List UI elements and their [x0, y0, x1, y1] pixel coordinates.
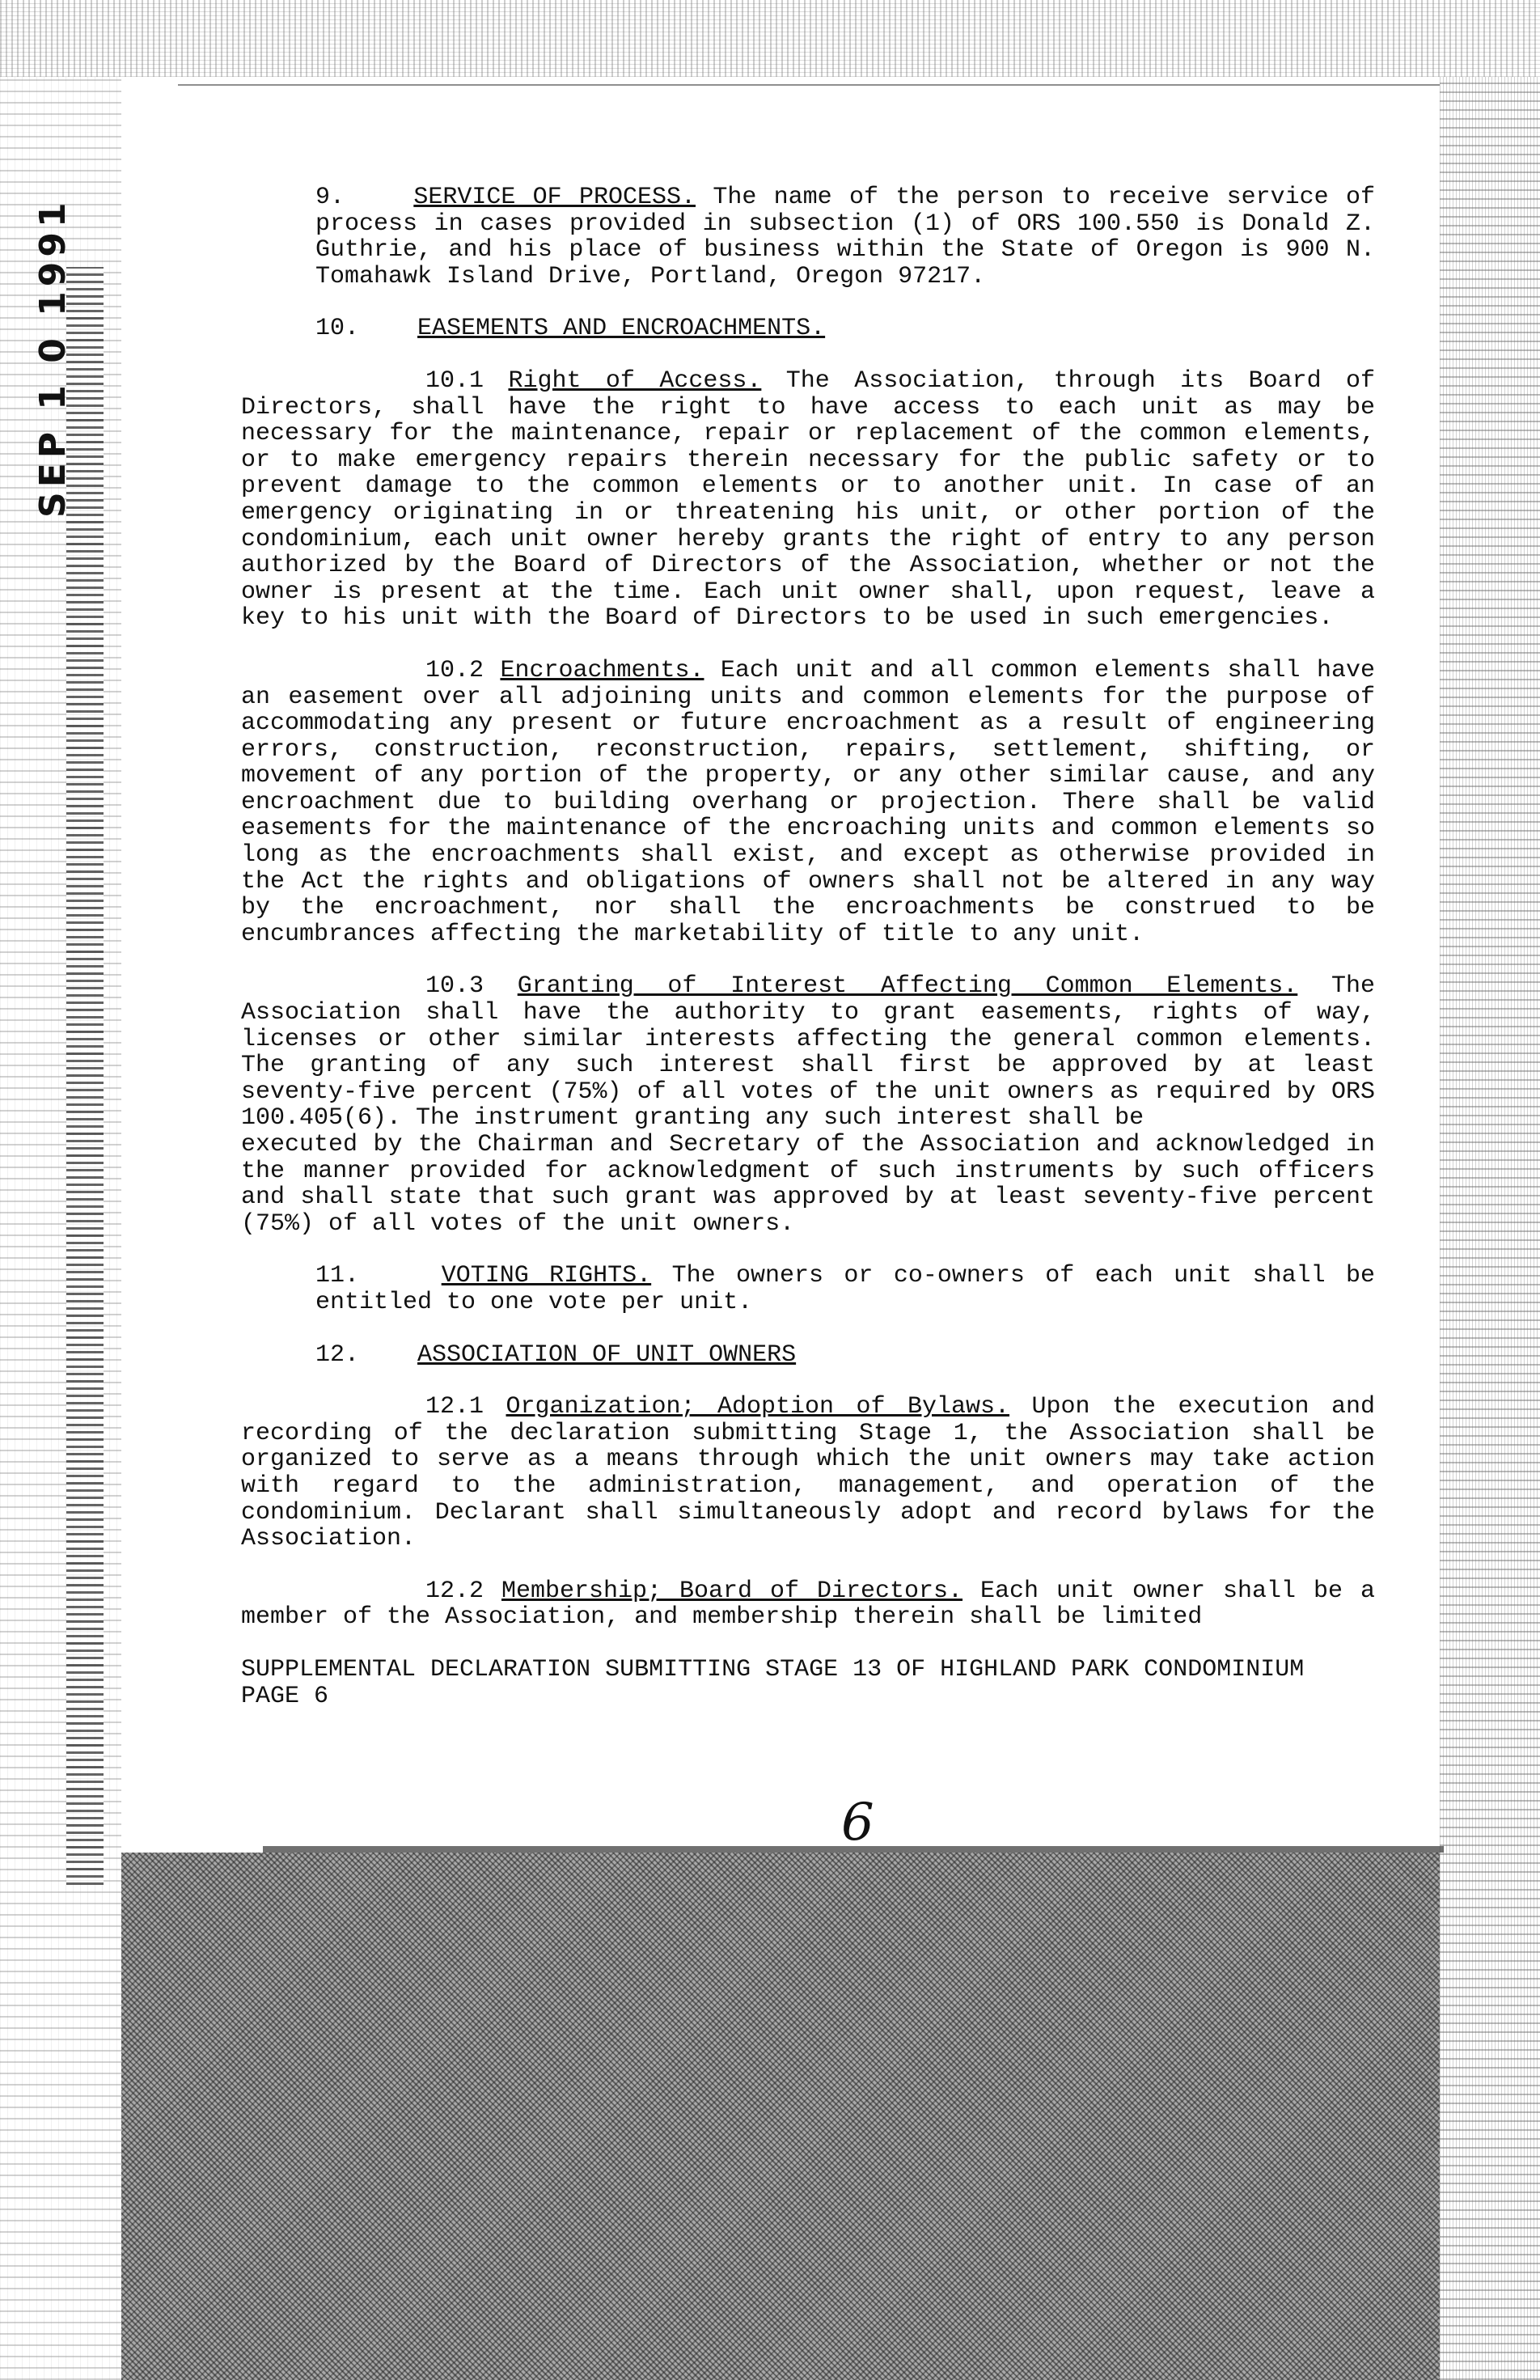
section-12-2-title: Membership; Board of Directors.	[501, 1577, 963, 1605]
section-10-title: EASEMENTS AND ENCROACHMENTS.	[417, 315, 826, 343]
spacer	[241, 1552, 1375, 1578]
section-10-2-number: 10.2	[425, 656, 501, 684]
section-10-1-text: The Association, through its Board of Directors, shall have the right to have access to each unit as may be necessary for the maintenance, repair or replacement of the common elements, or to make emergency repairs therein necessary for the public safety or to prevent damage to the common elements or to another unit. In case of an emergency originating in or threatening his unit, or other portion of the condominium, each unit owner hereby grants the right of entry to any person authorized by the Board of Directors of the Association, whether or not the owner is present at the time. Each unit owner shall, upon request, leave a key to his unit with the Board of Directors to be used in such emergencies.	[241, 366, 1390, 633]
handwritten-page-number: 6	[841, 1793, 874, 1853]
section-9-number: 9.	[315, 184, 345, 211]
section-10-1-number: 10.1	[425, 366, 509, 395]
section-12-2-number: 12.2	[425, 1577, 501, 1605]
section-12-1	[241, 1393, 1390, 1553]
section-10-3-text: The Association shall have the authority to grant easements, rights of way, licenses or other similar interests affecting the general common elements. The granting of any such interest shall first be approved by at least seventy-five percent (75%) of all votes of the unit owners as required by ORS 100.405(6). The instrument granting any such interest shall be	[241, 972, 1390, 1133]
scan-noise-top	[0, 0, 1540, 77]
spacer	[241, 632, 1375, 658]
section-12-number: 12.	[315, 1340, 360, 1369]
spacer	[241, 1368, 1375, 1394]
section-10-1	[241, 366, 1390, 633]
section-10-2-text: Each unit and all common elements shall have an easement over all adjoining units and common elements for the purpose of accommodating any present or future encroachment as a result of engineering errors, construction, reconstruction, repairs, settlement, shifting, or movement of any portion of the property, or any other similar cause, and any encroachment due to building overhang or projection. There shall be valid easements for the maintenance of the encroaching units and common elements so long as the encroachments shall exist, and except as otherwise provided in the Act the rights and obligations of owners shall not be altered in any way by the encroachment, nor shall the encroachments be construed to be encumbrances affecting the marketability of title to any unit.	[241, 656, 1390, 948]
spacer	[241, 1316, 1375, 1342]
section-10-3-number: 10.3	[425, 972, 518, 1001]
section-11-text: The owners or co-owners of each unit shall be entitled to one vote per unit.	[315, 1262, 1390, 1316]
spacer	[241, 290, 1375, 315]
section-10-number: 10.	[315, 315, 360, 343]
section-12-1-title: Organization; Adoption of Bylaws.	[506, 1393, 1010, 1421]
document-body	[241, 184, 1390, 1710]
section-10-heading	[241, 315, 1375, 342]
section-10-2-title: Encroachments.	[500, 656, 704, 684]
section-9	[241, 184, 1390, 290]
section-12-2-text: Each unit owner shall be a member of the Association, and membership therein shall be limited	[241, 1577, 1390, 1632]
spacer	[241, 1237, 1375, 1263]
section-11-number: 11.	[315, 1262, 360, 1290]
scan-rule-top	[178, 84, 1440, 86]
footer-document-title: SUPPLEMENTAL DECLARATION SUBMITTING STAGE 13 OF HIGHLAND PARK CONDOMINIUM	[241, 1655, 1305, 1683]
section-12-1-text: Upon the execution and recording of the declaration submitting Stage 1, the Association shall be organized to serve as a means through which the unit owners may take action with regard to the administration, management, and operation of the condominium. Declarant shall simultaneously adopt and record bylaws for the Association.	[241, 1393, 1390, 1553]
section-12-heading	[241, 1342, 1375, 1369]
section-12-2	[241, 1577, 1390, 1632]
section-12-1-number: 12.1	[425, 1393, 506, 1421]
section-10-3	[241, 972, 1390, 1133]
section-11	[241, 1262, 1390, 1316]
section-10-2	[241, 656, 1390, 948]
section-9-title: SERVICE OF PROCESS.	[413, 184, 696, 211]
scan-noise-right	[1440, 77, 1540, 2380]
section-12-title: ASSOCIATION OF UNIT OWNERS	[417, 1340, 797, 1369]
scan-noise-bottom	[121, 1853, 1440, 2380]
section-10-3-title: Granting of Interest Affecting Common Elements.	[517, 972, 1298, 1001]
spacer	[241, 947, 1375, 973]
section-10-1-title: Right of Access.	[508, 366, 762, 395]
section-10-3-continued: executed by the Chairman and Secretary of the Association and acknowledged in the manner provided for acknowledgment of such instruments by such officers and shall state that such grant was approved by at least seventy-five percent (75%) of all votes of the unit owners.	[241, 1131, 1390, 1238]
section-9-text: The name of the person to receive service of process in cases provided in subsection (1) of ORS 100.550 is Donald Z. Guthrie, and his place of business within the State of Oregon is 900 N. Tomahawk Island Drive, Portland, Oregon 97217.	[315, 184, 1390, 290]
date-stamp: SEP 1 0 1991	[32, 197, 74, 518]
page-footer	[241, 1657, 1375, 1709]
spacer	[241, 342, 1375, 368]
footer-page-label: PAGE 6	[241, 1682, 329, 1710]
section-11-title: VOTING RIGHTS.	[441, 1262, 652, 1290]
